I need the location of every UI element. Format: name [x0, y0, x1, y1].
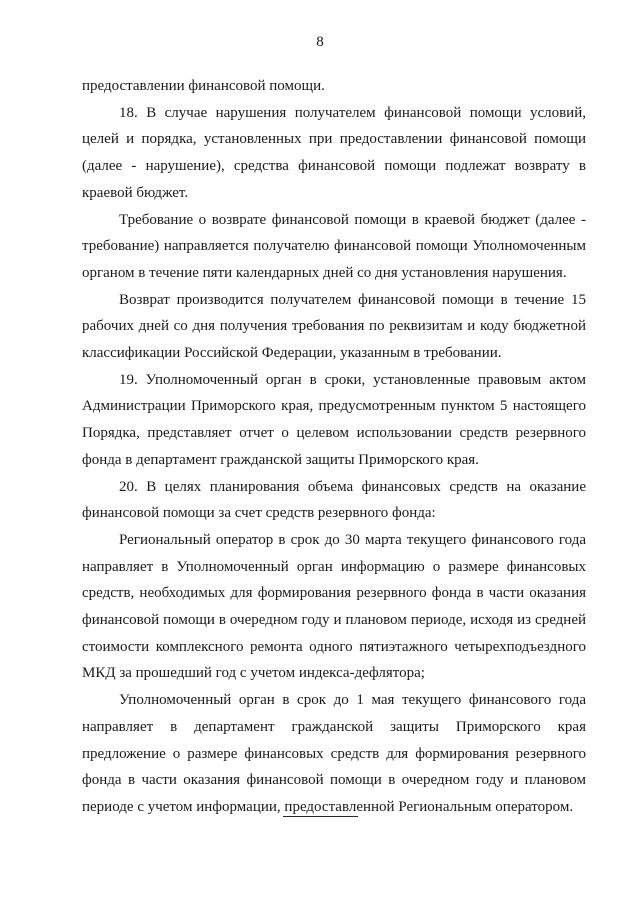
paragraph-regional-operator: Региональный оператор в срок до 30 марта текущего финансового года направляет в Уполномоченный орган информацию о размере финансовых средств, необходимых для формирования резервного фонда в части оказания финансовой помощи в очередном году и плановом периоде, исходя из средней стоимости комплексного ремонта одного пятиэтажного четырехподъездного МКД за прошедший год с учетом индекса-дефлятора; [82, 531, 586, 682]
paragraph-authorized-body: Уполномоченный орган в срок до 1 мая текущего финансового года направляет в департамент гражданской защиты Приморского края предложение о размере финансовых средств для формирования резервного фонда в части оказания финансовой помощи в очередном году и плановом периоде с учетом информации, предоставленной Региональным оператором. [82, 692, 586, 815]
paragraph-requirement: Требование о возврате финансовой помощи в краевой бюджет (далее - требование) направляется получателю финансовой помощи Уполномоченным органом в течение пяти календарных дней со дня установления нарушения. [82, 211, 586, 281]
paragraph-refund: Возврат производится получателем финансовой помощи в течение 15 рабочих дней со дня получения требования по реквизитам и коду бюджетной классификации Российской Федерации, указанным в требовании. [82, 291, 586, 362]
paragraph-clause-19: 19. Уполномоченный орган в сроки, установленные правовым актом Администрации Приморского края, предусмотренным пунктом 5 настоящего Порядка, представляет отчет о целевом использовании средств резервного фонда в департамент гражданской защиты Приморского края. [82, 371, 586, 468]
paragraph-continuation: предоставлении финансовой помощи. [82, 78, 325, 94]
page-number: 8 [316, 34, 324, 50]
document-body [82, 73, 586, 821]
end-divider [283, 816, 358, 817]
paragraph-clause-20: 20. В целях планирования объема финансовых средств на оказание финансовой помощи за счет средств резервного фонда: [82, 478, 586, 522]
paragraph-clause-18: 18. В случае нарушения получателем финансовой помощи условий, целей и порядка, установленных при предоставлении финансовой помощи (далее - нарушение), средства финансовой помощи подлежат возврату в краевой бюджет. [82, 104, 586, 201]
